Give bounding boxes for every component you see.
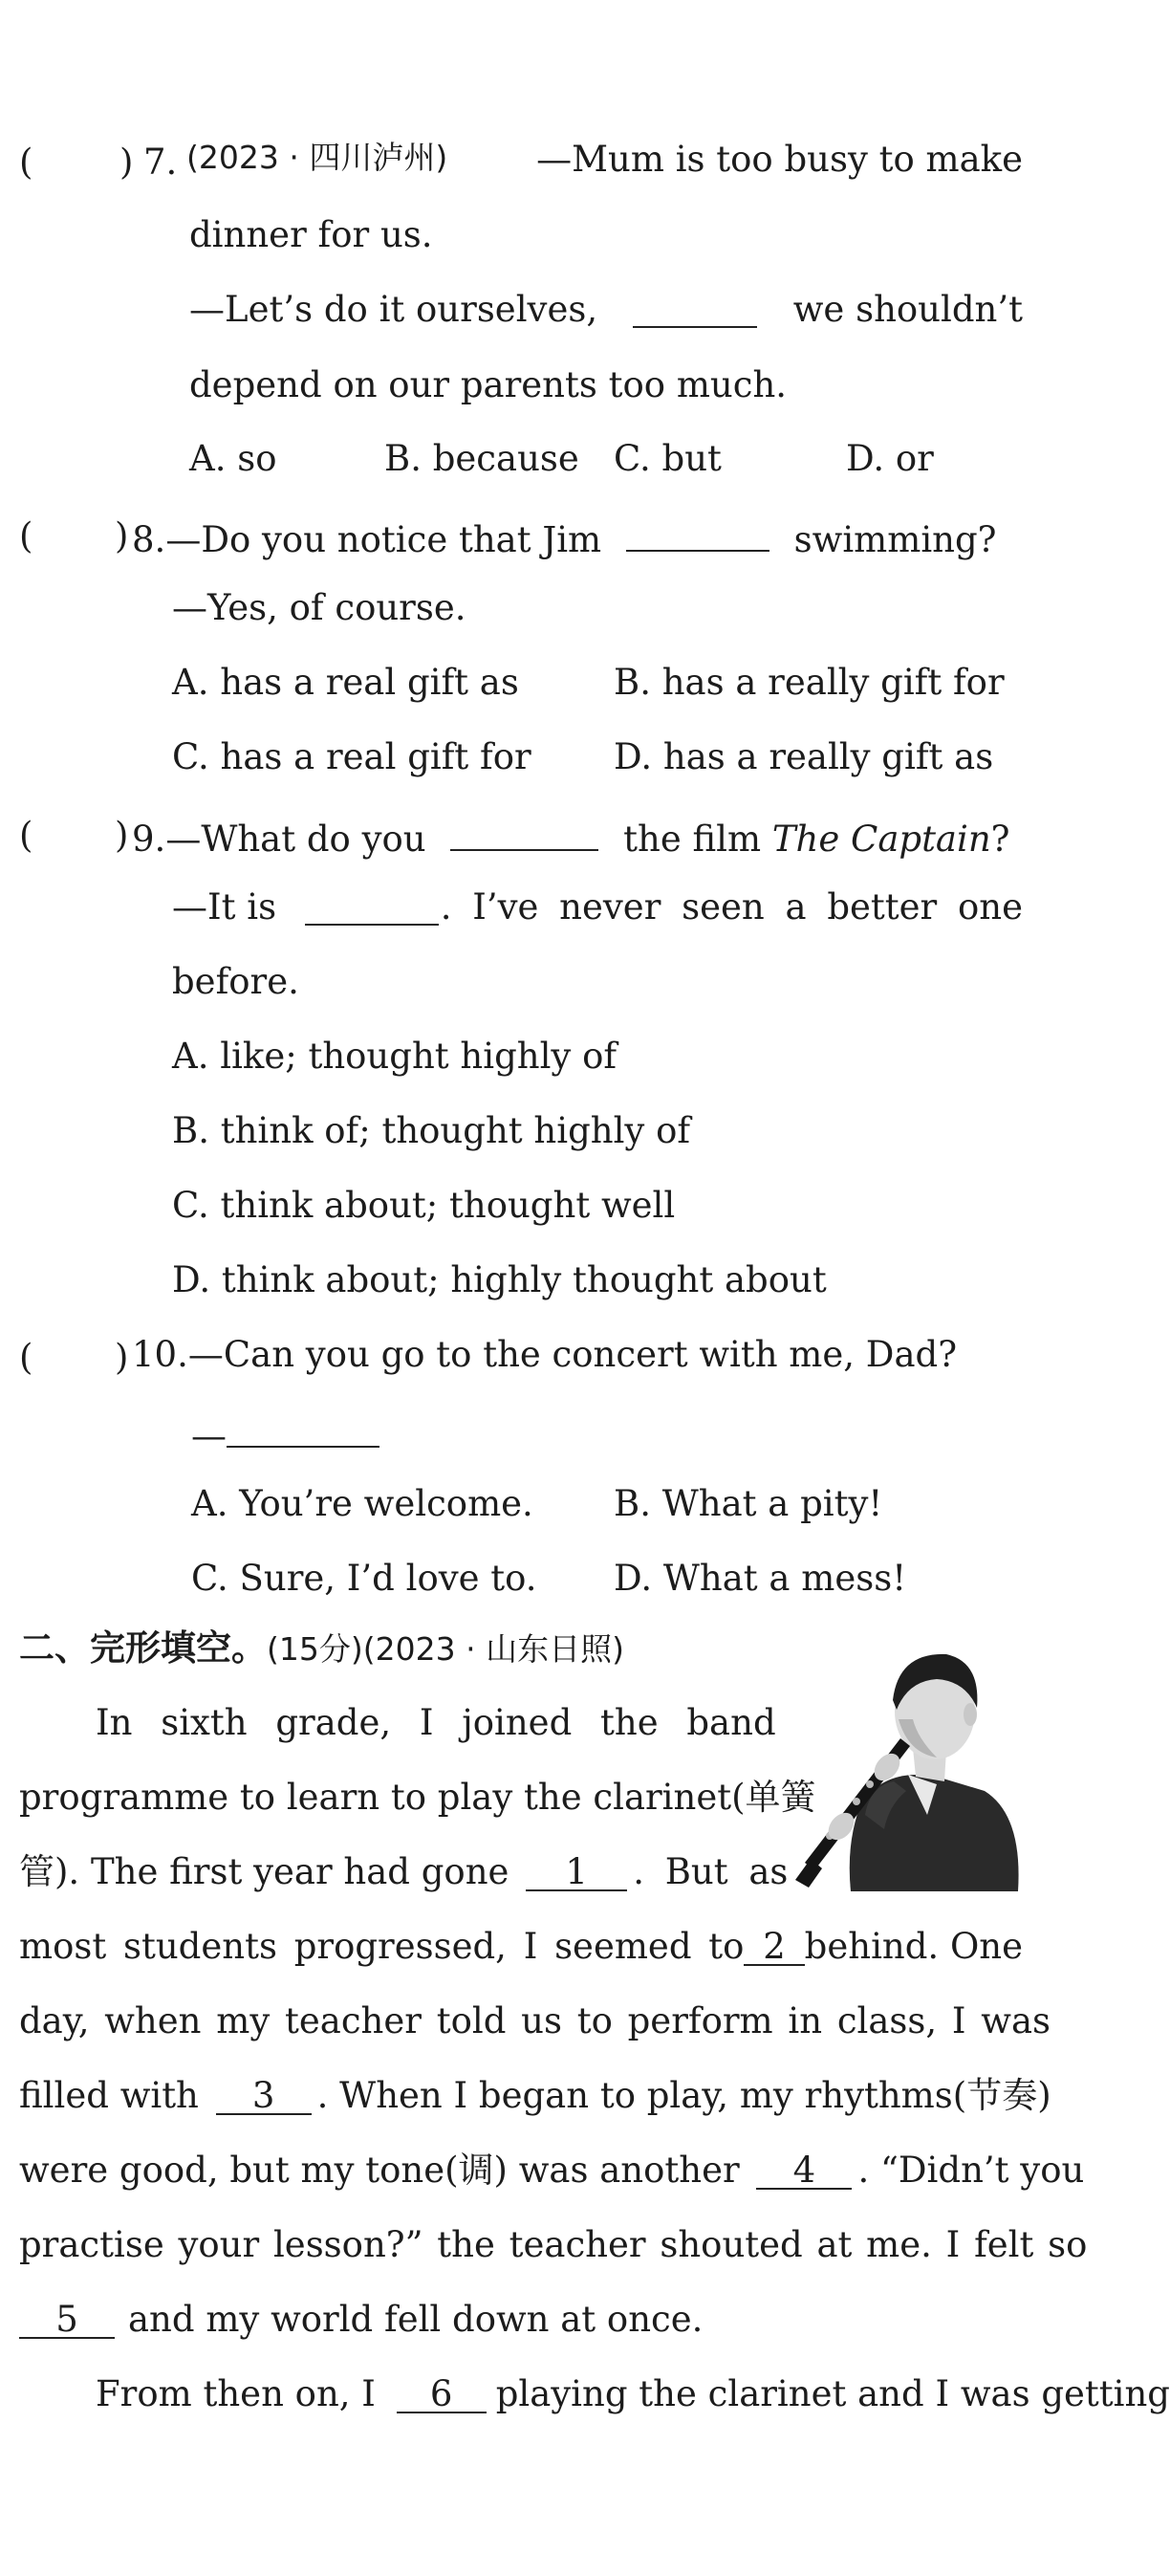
cloze-line: 管). The first year had gone 1 . But as	[19, 1851, 789, 1892]
boy-playing-clarinet-icon	[793, 1624, 1028, 1891]
question-number: 7.	[143, 142, 178, 183]
question-stem: —Mum is too busy to make	[536, 139, 1023, 180]
answer-paren-open: (	[19, 1337, 33, 1378]
option: D. think about; highly thought about	[172, 1259, 827, 1300]
option: A. like; thought highly of	[172, 1036, 618, 1077]
cloze-line: 5 and my world fell down at once.	[19, 2302, 703, 2339]
question-stem: dinner for us.	[189, 214, 433, 255]
option: B. because	[384, 438, 579, 479]
answer-paren-open: (	[19, 815, 33, 856]
option: D. has a really gift as	[614, 736, 994, 777]
option: B. think of; thought highly of	[172, 1110, 691, 1151]
answer-blank[interactable]	[305, 889, 439, 926]
question-number: 8.	[132, 519, 166, 560]
cloze-blank-1[interactable]: 1	[526, 1854, 627, 1891]
question-stem: ?	[990, 819, 1010, 860]
option: C. has a real gift for	[172, 736, 531, 777]
cloze-line: day, when my teacher told us to perform in class, I was	[19, 2000, 1051, 2041]
cloze-line: filled with 3 . When I began to play, my rhythms(节奏)	[19, 2075, 1051, 2116]
option: D. What a mess!	[614, 1558, 907, 1599]
option: C. think about; thought well	[172, 1185, 676, 1226]
section-meta: (15分)(2023 · 山东日照)	[267, 1630, 624, 1668]
question-stem: —Yes, of course.	[172, 587, 466, 628]
option: A. You’re welcome.	[191, 1483, 533, 1524]
answer-blank[interactable]	[450, 815, 598, 851]
option: D. or	[846, 438, 934, 479]
cloze-line: most students progressed, I seemed to 2 behind. One	[19, 1926, 1023, 1967]
answer-paren-open: (	[19, 142, 33, 183]
answer-blank[interactable]	[626, 515, 769, 552]
answer-blank[interactable]	[227, 1411, 379, 1448]
question-stem: —It is	[172, 886, 277, 928]
question-stem: —	[191, 1415, 227, 1456]
answer-paren-close: )	[115, 1337, 129, 1378]
cloze-line: programme to learn to play the clarinet(单簧	[19, 1777, 816, 1818]
question-stem: —Let’s do it ourselves,	[189, 289, 598, 330]
question-stem: the film	[623, 819, 762, 860]
question-stem: swimming?	[793, 519, 997, 560]
cloze-line: were good, but my tone(调) was another 4 . “Didn’t you	[19, 2150, 1085, 2191]
answer-blank[interactable]	[633, 292, 757, 328]
question-stem: —Do you notice that Jim	[165, 519, 602, 560]
question-stem: . I’ve never seen a better one	[440, 886, 1023, 928]
section-title: 二、完形填空。	[19, 1627, 267, 1669]
option: B. has a really gift for	[614, 662, 1005, 703]
question-number: 9.	[132, 819, 166, 860]
answer-paren-close: )	[119, 142, 134, 183]
question-stem: before.	[172, 961, 299, 1002]
option: B. What a pity!	[614, 1483, 883, 1524]
cloze-line: In sixth grade, I joined the band	[96, 1702, 776, 1743]
question-stem: —What do you	[165, 819, 426, 860]
answer-paren-close: )	[115, 515, 129, 557]
cloze-line: From then on, I 6 playing the clarinet and I was getting	[96, 2373, 1170, 2414]
option: A. so	[189, 438, 277, 479]
question-stem: we shouldn’t	[792, 289, 1023, 330]
option: A. has a real gift as	[172, 662, 519, 703]
cloze-line: practise your lesson?” the teacher shouted at me. I felt so	[19, 2224, 1088, 2265]
cloze-blank-2[interactable]: 2	[744, 1929, 804, 1966]
cloze-blank-5[interactable]: 5	[19, 2302, 115, 2339]
question-number: 10.	[132, 1334, 188, 1375]
option: C. Sure, I’d love to.	[191, 1558, 537, 1599]
answer-paren-close: )	[115, 815, 129, 856]
film-title: The Captain	[771, 819, 991, 860]
option: C. but	[614, 438, 722, 479]
answer-paren-open: (	[19, 515, 33, 557]
cloze-blank-4[interactable]: 4	[756, 2152, 852, 2190]
question-stem: depend on our parents too much.	[189, 364, 788, 405]
cloze-blank-3[interactable]: 3	[216, 2078, 312, 2115]
cloze-blank-6[interactable]: 6	[397, 2376, 487, 2413]
question-source: (2023 · 四川泸州)	[186, 139, 448, 176]
question-stem: —Can you go to the concert with me, Dad?	[187, 1334, 958, 1375]
